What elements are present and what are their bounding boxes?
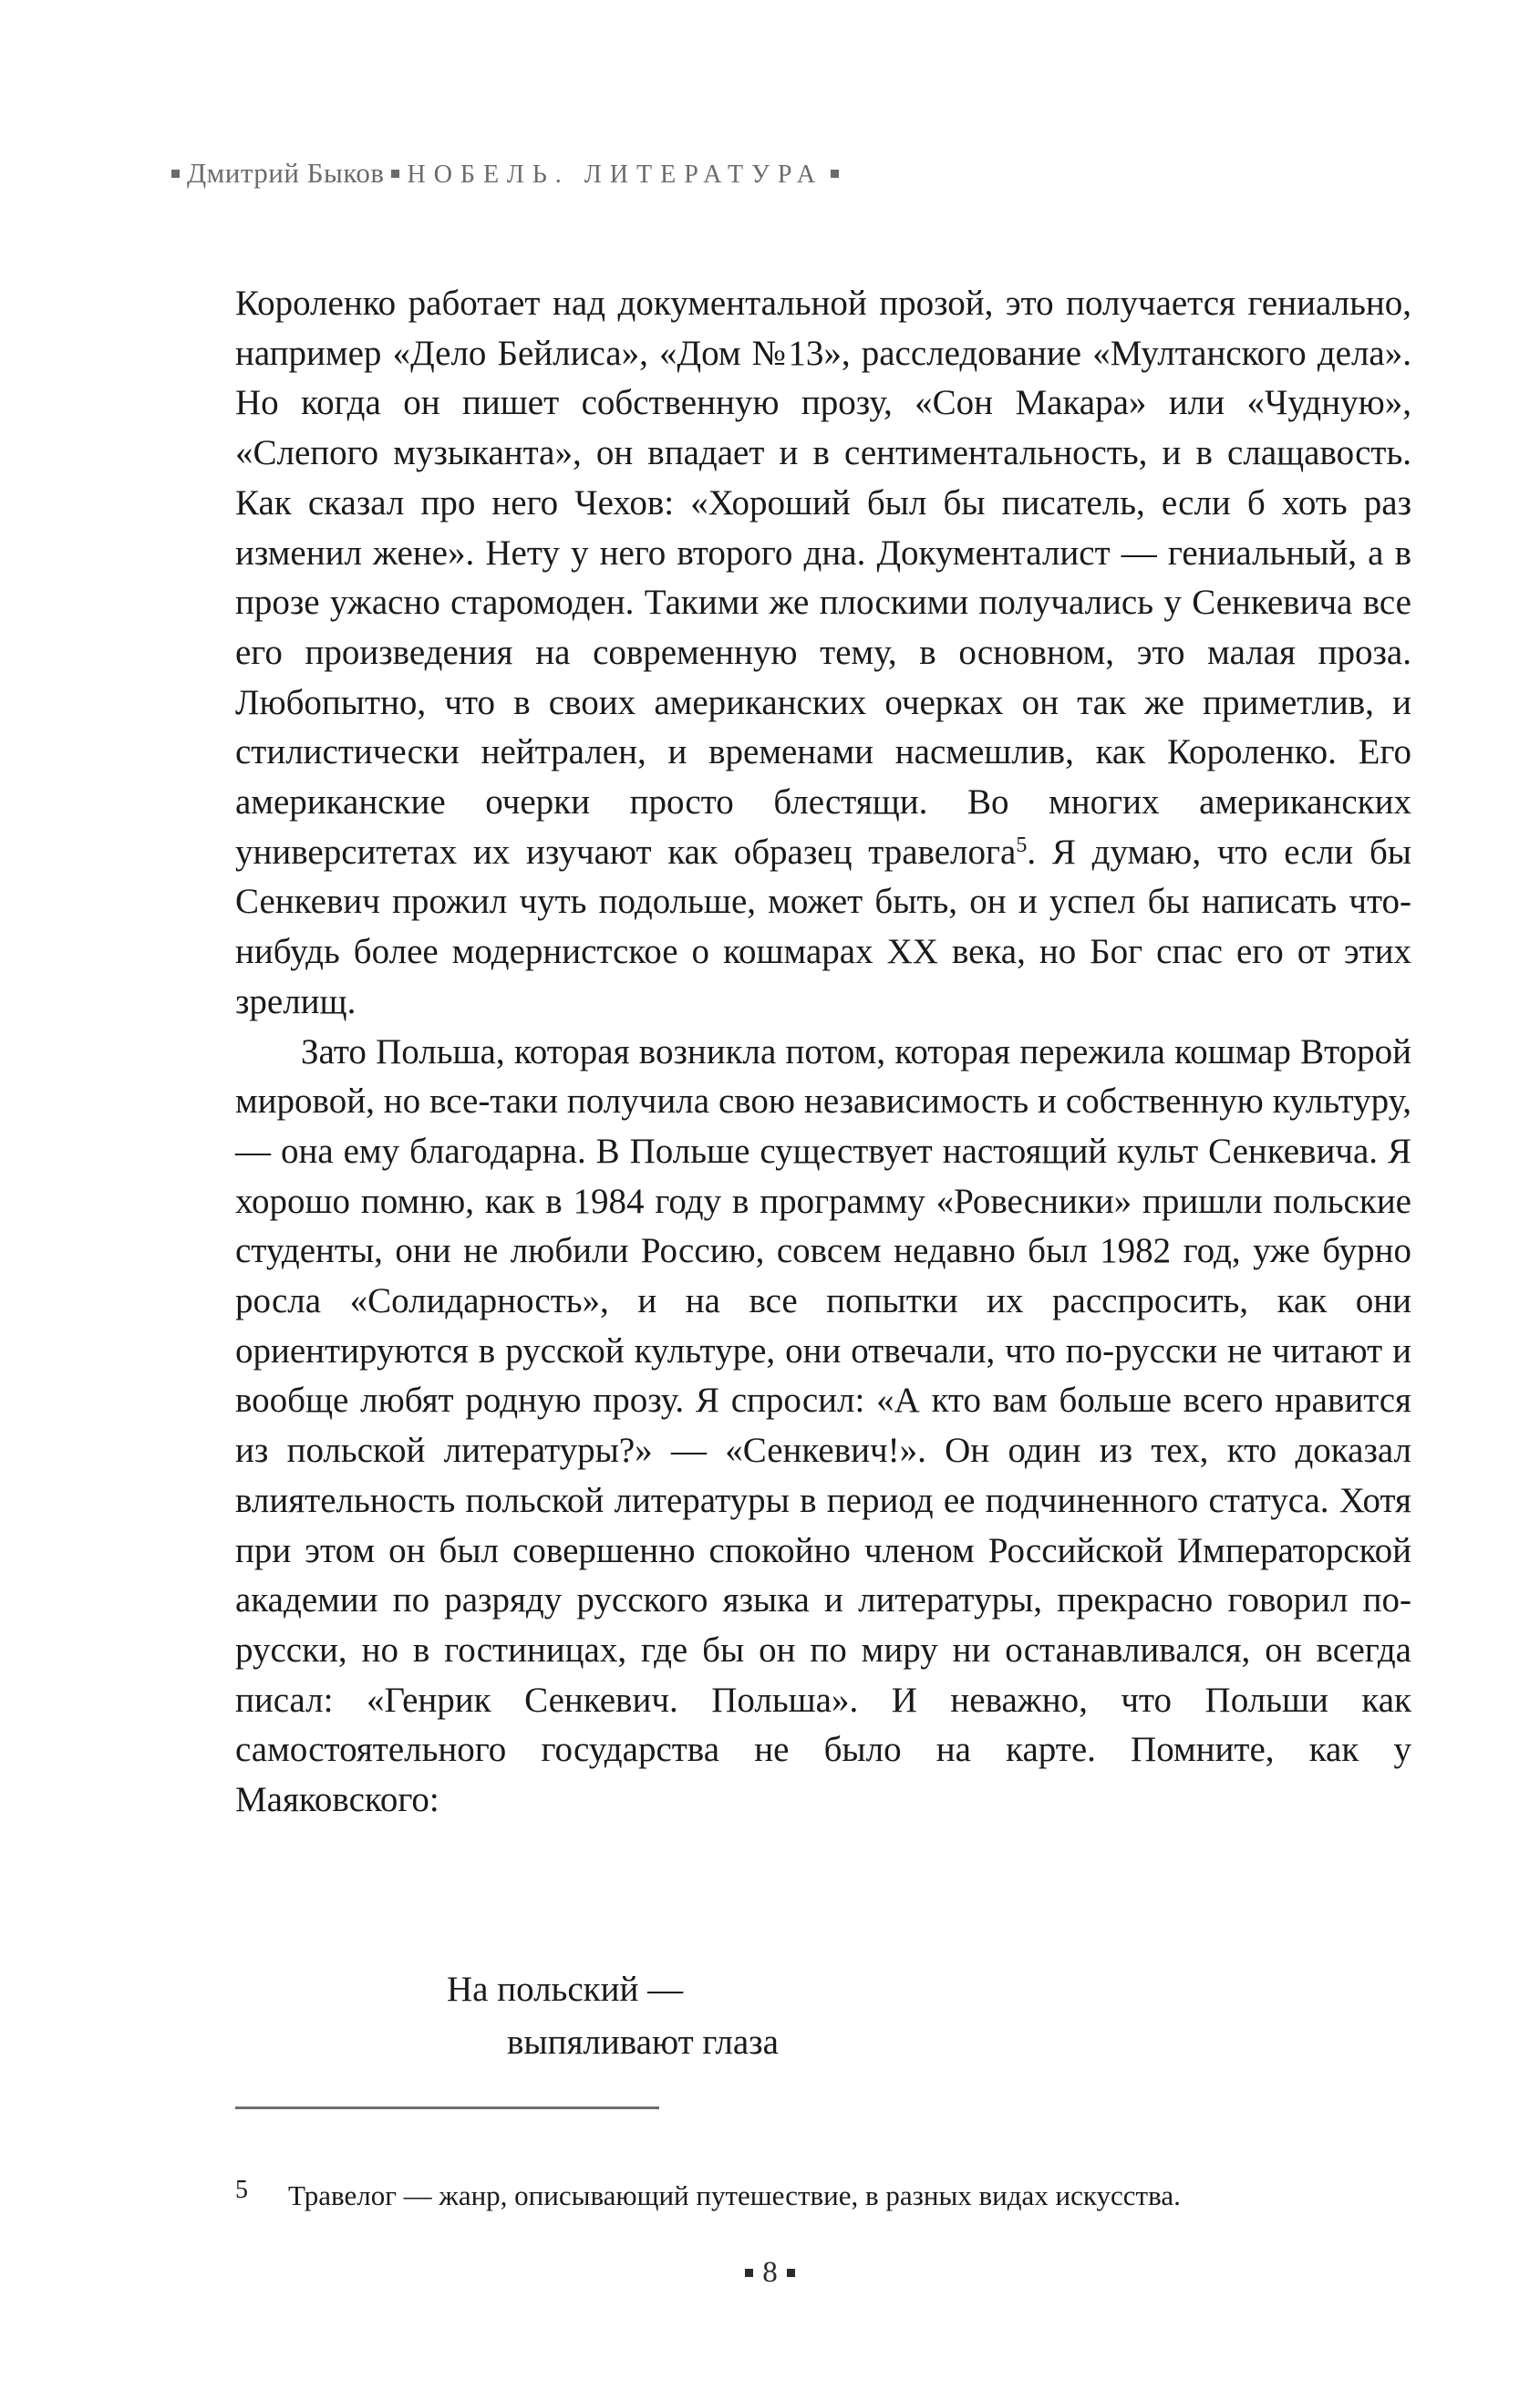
square-bullet-icon (831, 170, 839, 178)
square-bullet-icon (745, 2269, 753, 2277)
page-number-value: 8 (762, 2256, 778, 2289)
page-number (0, 2256, 1540, 2290)
verse-quote (447, 1963, 779, 2069)
footnote (235, 2172, 1411, 2214)
square-bullet-icon (171, 170, 180, 178)
square-bullet-icon (391, 170, 399, 178)
paragraph-1-text-cont: . Я думаю, что если бы Сенкевич прожил чуть подольше, может быть, он и успел бы написать что-нибудь более модернистское о кошмарах XX века, но Бог спас его от этих зрелищ. (235, 832, 1411, 1021)
paragraph-1-text: Короленко работает над документальной прозой, это получается гениально, например «Дело Бейлиса», «Дом №13», расследование «Мултанского дела». Но когда он пишет собственную прозу, «Сон Макара» или «Чудную», «Слепого музыканта», он впадает и в сентиментальность, и в слащавость. Как сказал про него Чехов: «Хороший был бы писатель, если б хоть раз изменил жене». Нету у него второго дна. Документалист — гениальный, а в прозе ужасно старомоден. Такими же плоскими получались у Сенкевича все его произведения на современную тему, в основном, это малая проза. Любопытно, что в своих американских очерках он так же приметлив, и стилистически нейтрален, и временами насмешлив, как Короленко. Его американские очерки просто блестящи. Во многих американских университетах их изучают как образец травелога (235, 284, 1411, 872)
square-bullet-icon (787, 2269, 795, 2277)
footnote-divider (235, 2106, 659, 2109)
footnote-text: Травелог — жанр, описывающий путешествие, в разных видах искусства. (288, 2179, 1181, 2211)
paragraph-2: Зато Польша, которая возникла потом, которая пережила кошмар Второй мировой, но все-таки получила свою независимость и собственную культуру, — она ему благодарна. В Польше существует настоящий культ Сенкевича. Я хорошо помню, как в 1984 году в программу «Ровесники» пришли польские студенты, они не любили Россию, совсем недавно был 1982 год, уже бурно росла «Солидарность», и на все попытки их расспросить, как они ориентируются в русской культуре, они отвечали, что по-русски не читают и вообще любят родную прозу. Я спросил: «А кто вам больше всего нравится из польской литературы?» — «Сенкевич!». Он один из тех, кто доказал влиятельность польской литературы в период ее подчиненного статуса. Хотя при этом он был совершенно спокойно членом Российской Императорской академии по разряду русского языка и литературы, прекрасно говорил по-русски, но в гостиницах, где бы он по миру ни останавливался, он всегда писал: «Генрик Сенкевич. Польша». И неважно, что Польши как самостоятельного государства не было на карте. Помните, как у Маяковского: (235, 1031, 1411, 1820)
body-text (235, 279, 1411, 1826)
footnote-ref: 5 (1016, 833, 1028, 857)
verse-line-1: На польский — (447, 1970, 684, 2009)
verse-line-2: выпяливают глаза (507, 2023, 779, 2062)
paragraph-1 (235, 279, 1411, 1028)
running-head (171, 157, 846, 190)
running-head-title: НОБЕЛЬ. ЛИТЕРАТУРА (407, 160, 824, 189)
running-head-author: Дмитрий Быков (187, 157, 385, 189)
footnote-number: 5 (235, 2176, 248, 2204)
